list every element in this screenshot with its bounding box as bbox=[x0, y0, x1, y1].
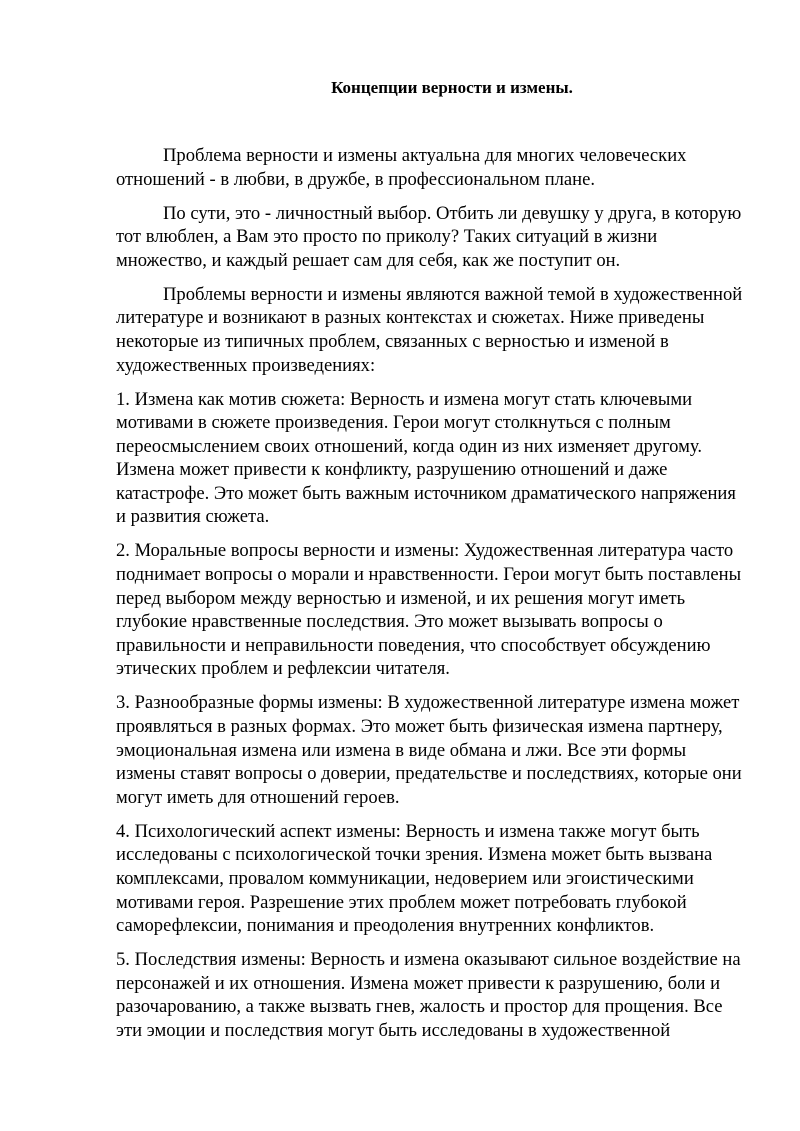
paragraph-item-3: 3. Разнообразные формы измены: В художественной литературе измена может проявляться в разных формах. Это может быть физическая измена партнеру, эмоциональная измена или измена в виде обмана и лжи. Все эти формы измены ставят вопросы о доверии, предательстве и последствиях, которые они могут иметь для отношений героев. bbox=[116, 692, 742, 808]
paragraph-item-5: 5. Последствия измены: Верность и измена оказывают сильное воздействие на персонажей и их отношения. Измена может привести к разрушению, боли и разочарованию, а также вызвать гнев, жалость и простор для прощения. Все эти эмоции и последствия могут быть исследованы в художественной bbox=[116, 949, 741, 1041]
paragraph-item-2: 2. Моральные вопросы верности и измены: Художественная литература часто поднимает вопросы о морали и нравственности. Герои могут быть поставлены перед выбором между верностью и изменой, и их решения могут иметь глубокие нравственные последствия. Это может вызывать вопросы о правильности и неправильности поведения, что способствует обсуждению этических проблем и рефлексии читателя. bbox=[116, 540, 742, 680]
paragraph-item-1: 1. Измена как мотив сюжета: Верность и измена могут стать ключевыми мотивами в сюжете произведения. Герои могут столкнуться с полным переосмыслением своих отношений, когда один из них изменяет другому. Измена может привести к конфликту, разрушению отношений и даже катастрофе. Это может быть важным источником драматического напряжения и развития сюжета. bbox=[116, 388, 736, 528]
paragraph-intro: Проблема верности и измены актуальна для многих человеческих отношений - в любви, в дружбе, в профессиональном плане. bbox=[116, 145, 687, 190]
document-title: Концепции верности и измены. bbox=[331, 78, 573, 97]
paragraph-choice: По сути, это - личностный выбор. Отбить ли девушку у друга, в которую тот влюблен, а Вам это просто по приколу? Таких ситуаций в жизни множество, и каждый решает сам для себя, как же поступит он. bbox=[116, 202, 742, 271]
document-body bbox=[116, 144, 748, 1053]
paragraph-literature: Проблемы верности и измены являются важной темой в художественной литературе и возникают в разных контекстах и сюжетах. Ниже приведены некоторые из типичных проблем, связанных с верностью и изменой в художественных произведениях: bbox=[116, 283, 743, 376]
paragraph-item-4: 4. Психологический аспект измены: Верность и измена также могут быть исследованы с психологической точки зрения. Измена может быть вызвана комплексами, провалом коммуникации, недоверием или эгоистическими мотивами героя. Разрешение этих проблем может потребовать глубокой саморефлексии, понимания и преодоления внутренних конфликтов. bbox=[116, 820, 713, 937]
